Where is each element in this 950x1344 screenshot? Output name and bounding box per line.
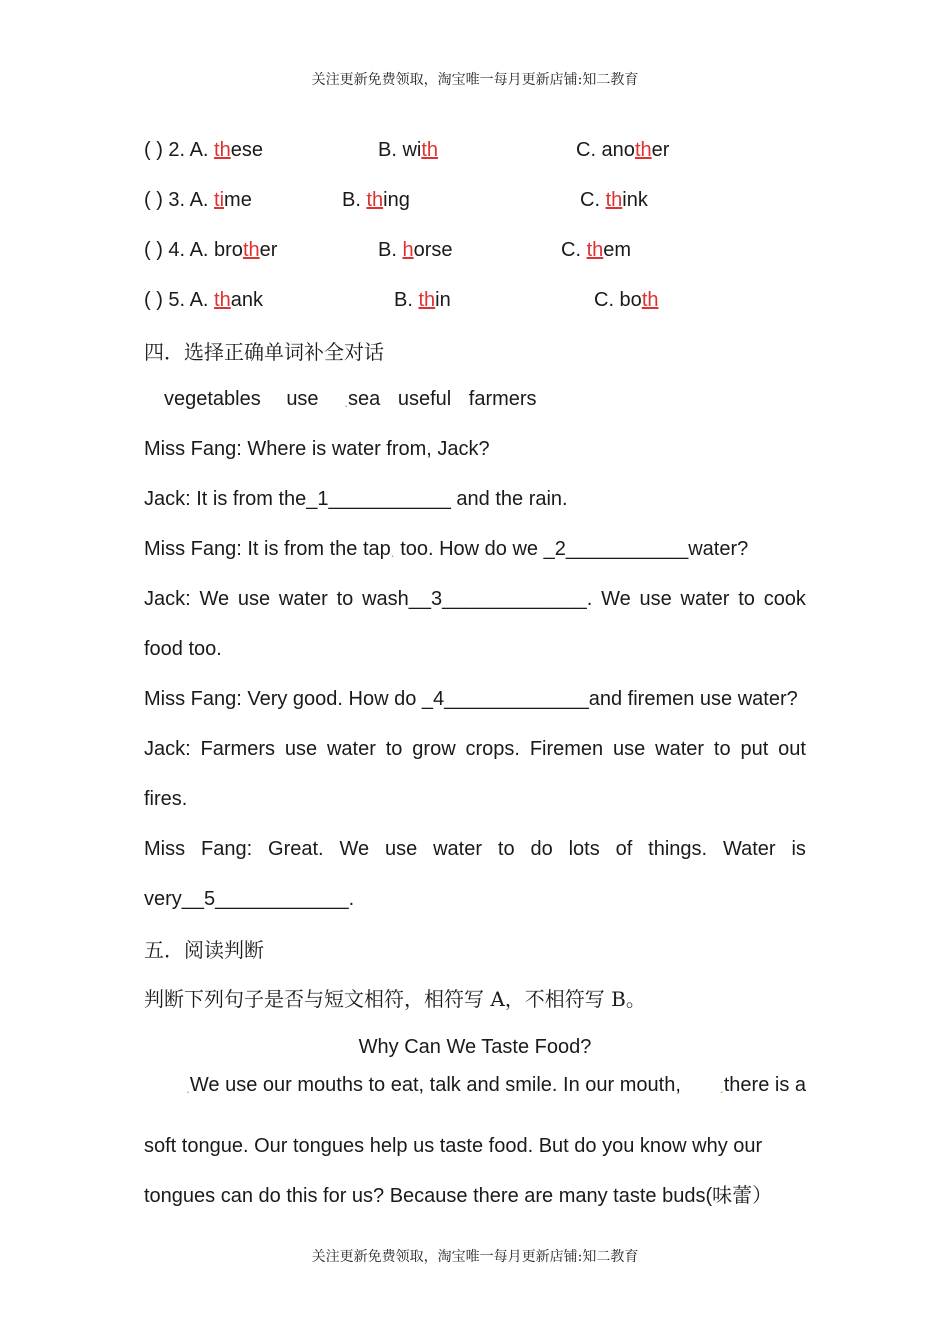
dialogue-line: fires. [144, 788, 188, 810]
section5-instruction: 判断下列句子是否与短文相符，相符写 A，不相符写 B。 [144, 987, 646, 1011]
word-bank [164, 386, 537, 413]
phonics-option-b: B. horse [378, 239, 453, 261]
dialogue-line: Miss Fang: Great. We use water to do lots of things. Water is [144, 838, 806, 860]
dialogue-line: Jack: It is from the_1___________ and the rain. [144, 488, 568, 510]
dialogue-line: Miss Fang: It is from the tap. too. How do we _2___________water? [144, 538, 749, 560]
mark-dot: . [344, 394, 349, 410]
section4-title: 四．选择正确单词补全对话 [144, 340, 384, 364]
dialogue-line: Jack: Farmers use water to grow crops. Firemen use water to put out [144, 738, 806, 760]
word: vegetables [164, 388, 261, 410]
phonics-option-b: B. thing [342, 189, 410, 211]
phonics-option-c: C. think [580, 189, 648, 211]
phonics-row: ( ) 2. A. these [144, 139, 263, 161]
dialogue-line: Jack: We use water to wash__3_____________. We use water to cook [144, 588, 806, 610]
passage-title: Why Can We Taste Food? [358, 1036, 592, 1058]
word: useful [397, 388, 452, 410]
phonics-row: ( ) 5. A. thank [144, 289, 263, 311]
phonics-option-c: C. them [561, 239, 632, 261]
word: use [286, 388, 319, 410]
page-footer: 关注更新免费领取，淘宝唯一每月更新店铺:知二教育 [311, 1249, 639, 1265]
passage-line: soft tongue. Our tongues help us taste food. But do you know why our [144, 1135, 763, 1157]
dialogue-line: food too. [144, 638, 222, 660]
word: farmers [468, 388, 537, 410]
phonics-option-b: B. with [378, 139, 439, 161]
phonics-option-b: B. thin [394, 289, 451, 311]
phonics-row: ( ) 3. A. time [144, 189, 252, 211]
passage-line: .We use our mouths to eat, talk and smile. In our mouth, .there is a [186, 1074, 806, 1096]
dialogue-line: Miss Fang: Where is water from, Jack? [144, 438, 490, 460]
section5-title: 五．阅读判断 [144, 938, 264, 962]
word: sea [348, 388, 381, 410]
dialogue-line: Miss Fang: Very good. How do _4_____________and firemen use water? [144, 688, 798, 710]
phonics-option-c: C. both [594, 289, 659, 311]
phonics-row: ( ) 4. A. brother [144, 239, 278, 261]
passage-line: tongues can do this for us? Because there are many taste buds(味蕾） [144, 1185, 773, 1207]
page-header: 关注更新免费领取，淘宝唯一每月更新店铺:知二教育 [311, 72, 639, 88]
phonics-option-c: C. another [576, 139, 670, 161]
dialogue-line: very__5____________. [144, 888, 355, 910]
